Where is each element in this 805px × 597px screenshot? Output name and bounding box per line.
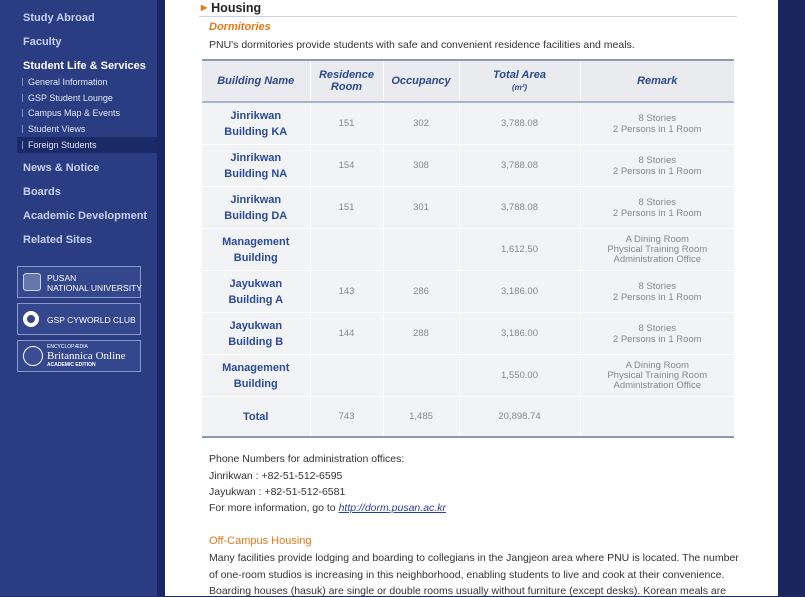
residence-room-value: 151: [338, 202, 355, 213]
total-area-value: 3,788.08: [501, 118, 538, 129]
nav-boards[interactable]: Boards: [23, 186, 61, 198]
residence-room-cell: [310, 313, 383, 355]
building-name-cell: [202, 313, 310, 355]
table-row: [202, 187, 734, 229]
occupancy-cell: [383, 102, 459, 145]
total-area-cell: [459, 102, 580, 145]
col-total-area-label: Total Area: [493, 69, 546, 81]
subnav-foreign-students[interactable]: [22, 140, 97, 150]
residence-room-cell: [310, 187, 383, 229]
occupancy-value: 301: [413, 202, 429, 213]
remark-line3: Administration Office: [613, 379, 701, 391]
occupancy-value: 286: [413, 286, 429, 297]
total-area-cell: [459, 313, 580, 355]
remark-line1: 8 Stories: [638, 280, 676, 292]
nav-related-sites[interactable]: Related Sites: [23, 234, 93, 246]
cyworld-club-banner[interactable]: [17, 303, 141, 335]
building-name-line2: Building: [233, 377, 278, 390]
remark-line2: 2 Persons in 1 Room: [612, 207, 702, 219]
more-info-line: [209, 502, 446, 514]
off-campus-line1: Many facilities provide lodging and boarding to collegians in the Jangjeon area where PNU is located. The number: [209, 552, 739, 564]
building-name-line2: Building B: [228, 335, 284, 348]
dormitories-intro: PNU's dormitories provide students with safe and convenient residence facilities and meals.: [209, 39, 635, 51]
nav-study-abroad[interactable]: Study Abroad: [23, 12, 95, 24]
building-name-line1: Jinrikwan: [230, 109, 282, 122]
col-residence-room: Residence Room: [310, 60, 383, 102]
remark-cell: [580, 355, 734, 397]
remark-line3: Administration Office: [613, 253, 701, 265]
residence-room-cell: [310, 102, 383, 145]
building-name-cell: [202, 145, 310, 187]
building-name-line1: Jayukwan: [229, 277, 283, 290]
remark-cell: [580, 229, 734, 271]
occupancy-cell: [383, 313, 459, 355]
banner-brit-main: Britannica Online: [47, 350, 126, 362]
building-name-line1: Management: [222, 235, 290, 248]
bullet-bar: [22, 125, 23, 133]
banner-cyworld-label: GSP CYWORLD CLUB: [47, 315, 136, 325]
table-row: [202, 313, 734, 355]
remark-cell: [580, 145, 734, 187]
bullet-bar: [22, 141, 23, 149]
nav-faculty[interactable]: Faculty: [23, 36, 62, 48]
remark-line1: A Dining Room: [625, 359, 689, 371]
remark-line2: 2 Persons in 1 Room: [612, 123, 702, 135]
residence-room-cell: [310, 397, 383, 438]
total-area-value: 3,186.00: [501, 328, 538, 339]
building-name-cell: [202, 102, 310, 145]
residence-room-value: 143: [338, 286, 355, 297]
banner-brit-edition: ACADEMIC EDITION: [47, 362, 96, 368]
remark-line1: 8 Stories: [638, 112, 676, 124]
table-row: [202, 145, 734, 187]
occupancy-cell: [383, 229, 459, 271]
sidebar-shadow-edge: [157, 0, 165, 596]
dorm-website-link[interactable]: http://dorm.pusan.ac.kr: [338, 502, 446, 514]
banner-pusan-line1: PUSAN: [47, 273, 77, 283]
building-name-line1: Management: [222, 361, 290, 374]
residence-room-value: 144: [338, 328, 355, 339]
occupancy-cell: [383, 397, 459, 438]
britannica-banner[interactable]: [17, 340, 141, 372]
dormitory-table: [202, 59, 734, 438]
remark-line2: Physical Training Room: [607, 369, 708, 381]
pusan-university-banner[interactable]: [17, 266, 141, 298]
total-area-value: 20,898.74: [498, 411, 541, 422]
building-name-line1: Jinrikwan: [230, 151, 282, 164]
building-name-line2: Building A: [228, 293, 284, 306]
remark-line1: 8 Stories: [638, 196, 676, 208]
total-area-value: 1,612.50: [501, 244, 538, 255]
remark-line1: 8 Stories: [638, 154, 676, 166]
total-area-cell: [459, 271, 580, 313]
col-occupancy: Occupancy: [383, 60, 459, 102]
dormitories-heading: Dormitories: [209, 21, 271, 33]
bullet-bar: [22, 109, 23, 117]
col-total-area: [459, 60, 580, 102]
table-row: [202, 271, 734, 313]
building-name-line2: Building: [233, 251, 278, 264]
remark-cell: [580, 397, 734, 438]
sidebar: [0, 0, 157, 596]
bullet-bar: [22, 78, 23, 86]
building-name-cell: [202, 355, 310, 397]
occupancy-value: 308: [413, 160, 429, 171]
remark-cell: [580, 187, 734, 229]
total-area-cell: [459, 229, 580, 271]
total-area-cell: [459, 145, 580, 187]
title-underline: [199, 16, 737, 17]
phone-jinrikwan: Jinrikwan : +82-51-512-6595: [209, 470, 343, 482]
remark-cell: [580, 271, 734, 313]
occupancy-cell: [383, 187, 459, 229]
building-name-line2: Building NA: [224, 167, 288, 180]
remark-line2: 2 Persons in 1 Room: [612, 165, 702, 177]
remark-line2: 2 Persons in 1 Room: [612, 291, 702, 303]
total-area-value: 1,550.00: [501, 370, 538, 381]
subnav-label: General Information: [28, 77, 108, 87]
off-campus-line3: Boarding houses (hasuk) are single or double rooms usually without furniture (except desks). Korean meals are: [209, 585, 727, 597]
residence-room-cell: [310, 229, 383, 271]
col-building-name: Building Name: [202, 60, 310, 102]
cyworld-ring-icon: [23, 311, 39, 327]
remark-cell: [580, 313, 734, 355]
subnav-label: GSP Student Lounge: [28, 93, 113, 103]
nav-academic-development[interactable]: Academic Development: [23, 210, 148, 222]
occupancy-value: 302: [413, 118, 429, 129]
phone-heading: Phone Numbers for administration offices:: [209, 453, 405, 465]
occupancy-value: 1,485: [409, 411, 433, 422]
col-total-area-unit: (m²): [511, 83, 528, 92]
total-area-cell: [459, 355, 580, 397]
occupancy-value: 288: [413, 328, 429, 339]
subnav-label: Student Views: [28, 124, 86, 134]
total-area-value: 3,788.08: [501, 160, 538, 171]
total-area-value: 3,788.08: [501, 202, 538, 213]
residence-room-value: 151: [338, 118, 355, 129]
off-campus-line2: of one-room studios is increasing in this neighborhood, enabling students to live and cook at their convenience.: [209, 569, 725, 581]
residence-room-value: 154: [338, 160, 355, 171]
remark-line2: Physical Training Room: [607, 243, 708, 255]
subnav-label: Foreign Students: [28, 140, 97, 150]
bullet-bar: [22, 94, 23, 102]
total-area-cell: [459, 397, 580, 438]
residence-room-cell: [310, 355, 383, 397]
occupancy-cell: [383, 271, 459, 313]
nav-news-notice[interactable]: News & Notice: [23, 162, 100, 174]
remark-line2: 2 Persons in 1 Room: [612, 333, 702, 345]
total-area-cell: [459, 187, 580, 229]
table-header-row: [202, 60, 734, 102]
building-name-line1: Jayukwan: [229, 319, 283, 332]
building-name-line1: Jinrikwan: [230, 193, 282, 206]
subnav-gsp-student-lounge[interactable]: [22, 93, 113, 103]
page-title: [201, 1, 261, 15]
building-name-cell: [202, 229, 310, 271]
subnav-campus-map[interactable]: [22, 108, 120, 118]
subnav-label: Campus Map & Events: [28, 108, 121, 118]
building-name-cell: [202, 187, 310, 229]
building-name-line2: Building KA: [224, 125, 288, 138]
building-name-line1: Total: [243, 410, 269, 423]
nav-student-life[interactable]: Student Life & Services: [23, 60, 146, 72]
total-area-value: 3,186.00: [501, 286, 538, 297]
building-name-line2: Building DA: [224, 209, 288, 222]
banner-brit-small: ENCYCLOPÆDIA: [47, 344, 88, 350]
table-row: [202, 229, 734, 271]
page-title-text: Housing: [211, 1, 262, 15]
right-margin: [778, 0, 805, 596]
residence-room-cell: [310, 145, 383, 187]
table-row: [202, 102, 734, 145]
off-campus-heading: Off-Campus Housing: [209, 535, 312, 547]
banner-pusan-line2: NATIONAL UNIVERSITY: [47, 283, 142, 293]
subnav-student-views[interactable]: [22, 124, 85, 134]
britannica-thistle-icon: [23, 346, 43, 366]
title-arrow-icon: ▶: [201, 3, 208, 12]
occupancy-cell: [383, 145, 459, 187]
more-info-text: For more information, go to: [209, 502, 336, 514]
pnu-seal-icon: [23, 273, 41, 291]
remark-line1: A Dining Room: [625, 233, 689, 245]
col-remark: Remark: [580, 60, 734, 102]
phone-jayukwan: Jayukwan : +82-51-512-6581: [209, 486, 346, 498]
building-name-cell: [202, 397, 310, 438]
building-name-cell: [202, 271, 310, 313]
residence-room-value: 743: [338, 411, 355, 422]
table-row: [202, 397, 734, 438]
occupancy-cell: [383, 355, 459, 397]
table-row: [202, 355, 734, 397]
remark-line1: 8 Stories: [638, 322, 676, 334]
subnav-general-information[interactable]: [22, 77, 108, 87]
residence-room-cell: [310, 271, 383, 313]
remark-cell: [580, 102, 734, 145]
